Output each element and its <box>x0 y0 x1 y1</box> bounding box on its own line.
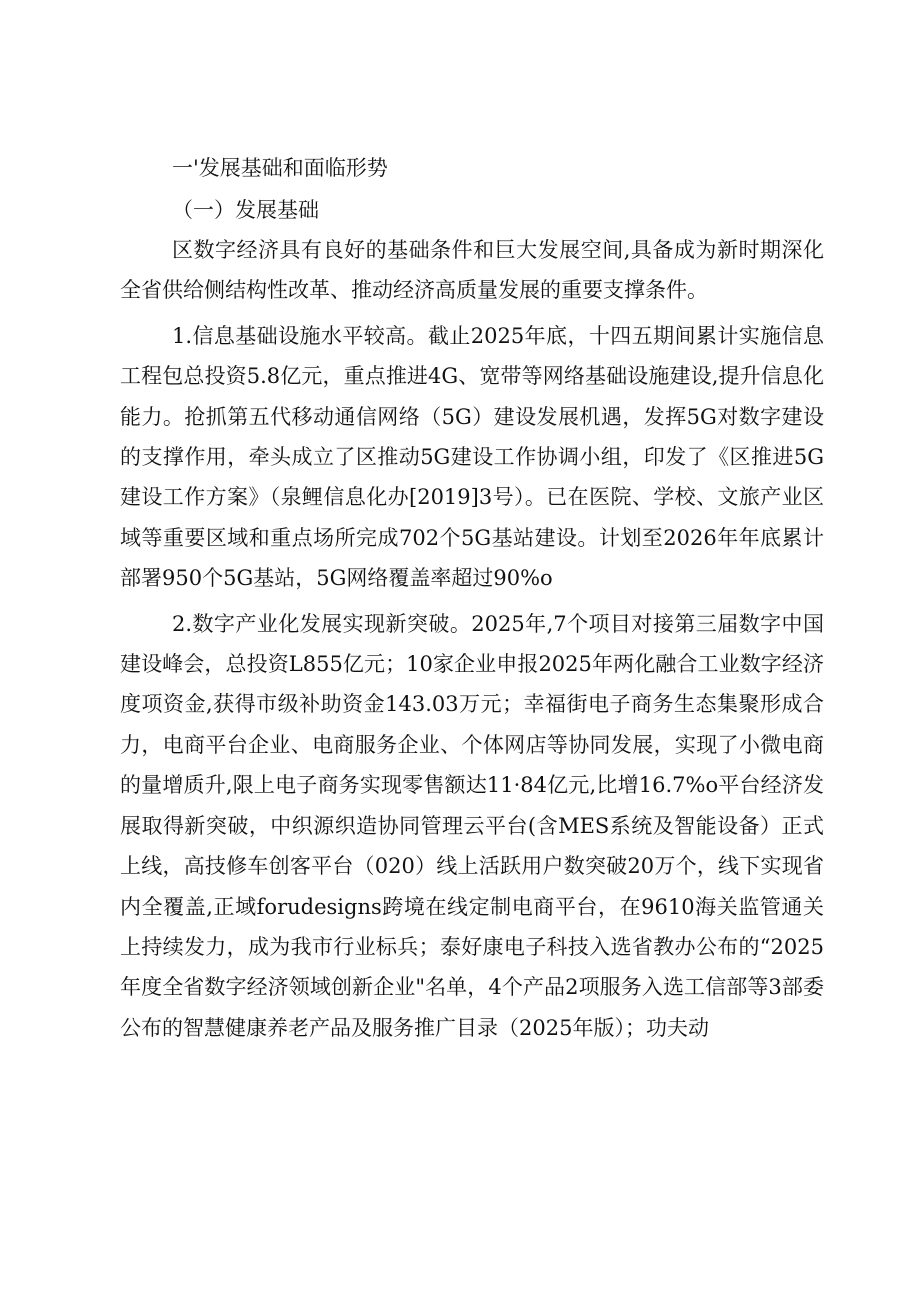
paragraph-info-infrastructure: 1.信息基础设施水平较高。截止2025年底，十四五期间累计实施信息工程包总投资5.8亿元，重点推进4G、宽带等网络基础设施建设,提升信息化能力。抢抓第五代移动通信网络（5G）建设发展机遇，发挥5G对数字建设的支撑作用，牵头成立了区推动5G建设工作协调小组，印发了《区推进5G建设工作方案》（泉鲤信息化办[2019]3号）。已在医院、学校、文旅产业区域等重要区域和重点场所完成702个5G基站建设。计划至2026年年底累计部署950个5G基站，5G网络覆盖率超过90%o <box>120 323 824 591</box>
document-body <box>120 150 824 1053</box>
paragraph-intro: 区数字经济具有良好的基础条件和巨大发展空间,具备成为新时期深化全省供给侧结构性改革、推动经济高质量发展的重要支撑条件。 <box>120 238 824 303</box>
section-heading: 一'发展基础和面临形势 <box>172 156 388 180</box>
paragraph-digital-industrialization: 2.数字产业化发展实现新突破。2025年,7个项目对接第三届数字中国建设峰会，总投资L855亿元；10家企业申报2025年两化融合工业数字经济度项资金,获得市级补助资金143.03万元；幸福街电子商务生态集聚形成合力，电商平台企业、电商服务企业、个体网店等协同发展，实现了小微电商的量增质升,限上电子商务实现零售额达11·84亿元,比增16.7%o平台经济发展取得新突破，中织源织造协同管理云平台(含MES系统及智能设备）正式上线，高技修车创客平台（020）线上活跃用户数突破20万个，线下实现省内全覆盖,正域forudesigns跨境在线定制电商平台，在9610海关监管通关上持续发力，成为我市行业标兵；泰好康电子科技入选省教办公布的“2025年度全省数字经济领域创新企业"名单，4个产品2项服务入选工信部等3部委公布的智慧健康养老产品及服务推广目录（2025年版）；功夫动 <box>120 611 824 1040</box>
subsection-heading: （一）发展基础 <box>172 198 319 222</box>
